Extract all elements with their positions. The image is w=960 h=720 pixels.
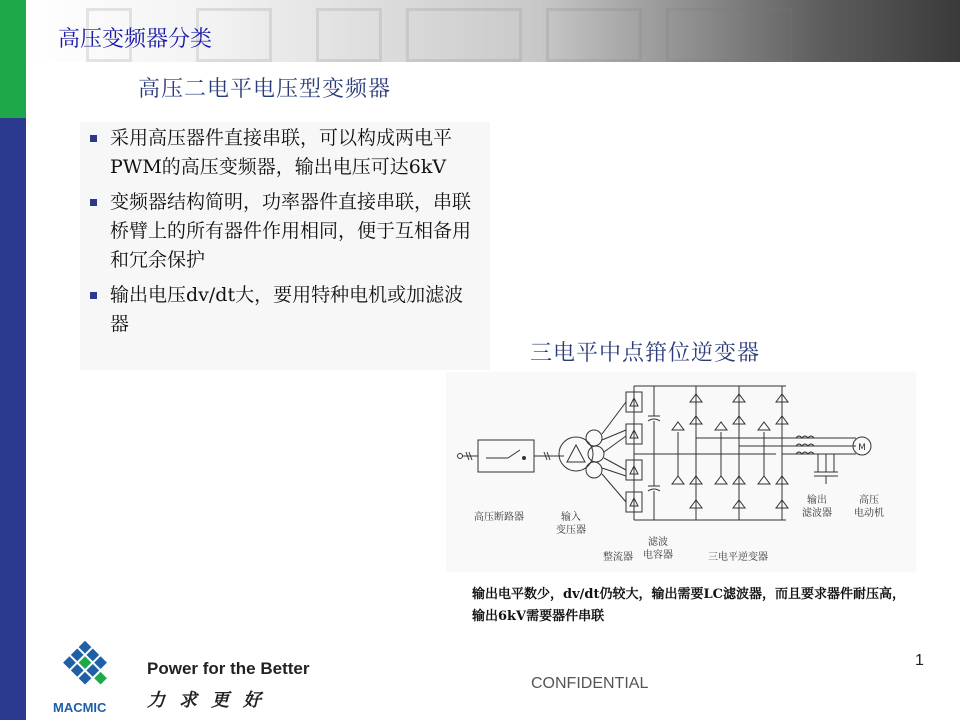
bullet-list xyxy=(90,124,482,345)
label-breaker: 高压断路器 xyxy=(474,512,524,523)
label-transformer: 输入 变压器 xyxy=(556,512,586,536)
label-inverter: 三电平逆变器 xyxy=(708,552,768,563)
brand-name: MACMIC xyxy=(53,700,107,715)
bullet-square-icon xyxy=(90,199,97,206)
motor-symbol: M xyxy=(858,443,866,453)
left-accent-blue xyxy=(0,118,26,720)
slogan-chinese: 力求更好 xyxy=(147,690,275,711)
circuit-diagram xyxy=(446,372,916,572)
diagram-title: 三电平中点箝位逆变器 xyxy=(530,341,761,366)
bullet-item: 输出电压dv/dt大，要用特种电机或加滤波器 xyxy=(90,281,482,339)
label-capacitor: 滤波 电容器 xyxy=(643,537,673,561)
label-motor: 高压 电动机 xyxy=(854,495,884,519)
bullet-square-icon xyxy=(90,135,97,142)
label-rectifier: 整流器 xyxy=(603,552,633,563)
bullet-item: 变频器结构简明，功率器件直接串联，串联桥臂上的所有器件作用相同，便于互相备用和冗余保护 xyxy=(90,188,482,275)
slide-title: 高压变频器分类 xyxy=(58,27,213,52)
diagram-caption: 输出电平数少，dv/dt仍较大，输出需要LC滤波器，而且要求器件耐压高，输出6kV需要器件串联 xyxy=(472,587,905,624)
left-accent-green xyxy=(0,0,26,118)
section-subtitle: 高压二电平电压型变频器 xyxy=(138,77,392,102)
page-number: 1 xyxy=(915,652,924,669)
macmic-logo-icon xyxy=(55,640,115,698)
label-output-filter: 输出 滤波器 xyxy=(802,495,832,519)
bullet-item: 采用高压器件直接串联，可以构成两电平PWM的高压变频器，输出电压可达6kV xyxy=(90,124,482,182)
bullet-square-icon xyxy=(90,292,97,299)
slogan-english: Power for the Better xyxy=(147,659,310,678)
confidential-label: CONFIDENTIAL xyxy=(531,675,649,692)
